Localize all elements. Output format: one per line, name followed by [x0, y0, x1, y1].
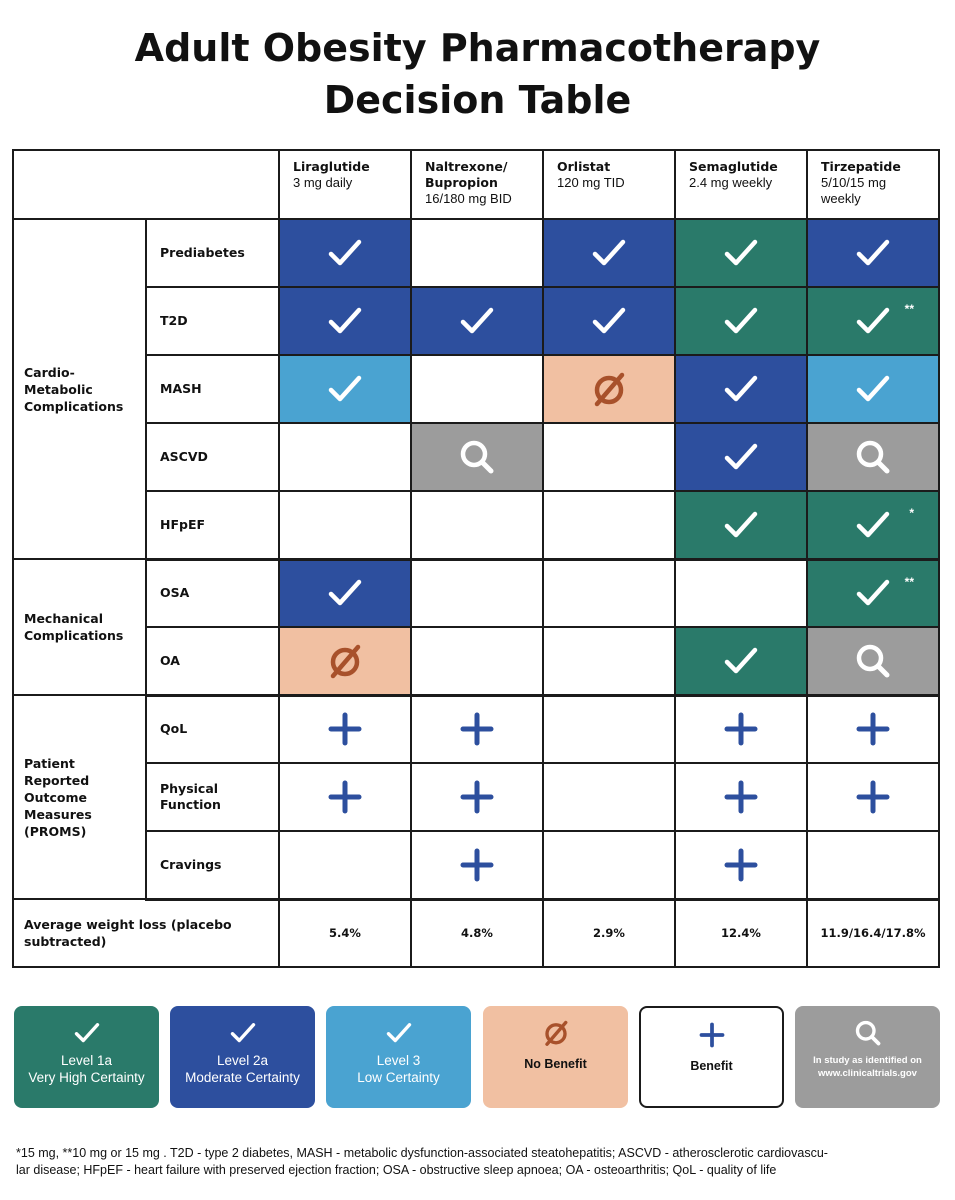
magnifier-icon	[853, 437, 893, 477]
legend-text	[641, 1058, 782, 1075]
table-row	[13, 423, 939, 491]
legend-line-1: Level 1a	[60, 1053, 113, 1068]
weight-loss-value: 11.9/16.4/17.8%	[807, 899, 939, 967]
rating-cell-level1a	[675, 287, 807, 355]
footnote-line-1: *15 mg, **10 mg or 15 mg . T2D - type 2 diabetes, MASH - metabolic dysfunction-associated steatohepatitis; ASCVD - atherosclerotic cardiovascu-	[16, 1146, 828, 1160]
table-row	[13, 559, 939, 627]
legend-item-level3	[326, 1006, 471, 1108]
rating-cell-empty	[411, 355, 543, 423]
null-icon	[325, 641, 365, 681]
drug-dose: 5/10/15 mg weekly	[821, 175, 887, 206]
row-label: OA	[146, 627, 279, 695]
check-icon	[721, 301, 761, 341]
rating-cell-benefit	[279, 763, 411, 831]
check-icon	[589, 301, 629, 341]
decision-table	[12, 149, 940, 968]
drug-dose: 120 mg TID	[557, 175, 625, 190]
footnote	[16, 1145, 941, 1179]
rating-cell-level1a	[807, 287, 939, 355]
rating-cell-empty	[411, 559, 543, 627]
header-row	[13, 150, 939, 219]
legend-line-2: Low Certainty	[357, 1070, 440, 1085]
null-icon	[541, 1018, 571, 1048]
rating-cell-level2a	[279, 287, 411, 355]
table-row	[13, 287, 939, 355]
check-icon	[457, 301, 497, 341]
rating-cell-empty	[279, 423, 411, 491]
rating-cell-level1a	[675, 627, 807, 695]
legend-text	[483, 1056, 628, 1073]
rating-cell-benefit	[411, 763, 543, 831]
page-title	[0, 22, 955, 126]
rating-cell-benefit	[675, 695, 807, 763]
group-label: Cardio- Metabolic Complications	[13, 219, 146, 559]
dose-note-marker: *	[909, 506, 914, 520]
weight-loss-value: 4.8%	[411, 899, 543, 967]
table-row	[13, 219, 939, 287]
magnifier-icon	[853, 641, 893, 681]
row-label: HFpEF	[146, 491, 279, 559]
rating-cell-level1a	[807, 491, 939, 559]
check-icon	[325, 573, 365, 613]
rating-cell-empty	[543, 559, 675, 627]
check-icon	[853, 233, 893, 273]
drug-dose: 2.4 mg weekly	[689, 175, 773, 190]
drug-dose: 16/180 mg BID	[425, 191, 512, 206]
rating-cell-empty	[675, 559, 807, 627]
weight-loss-label: Average weight loss (placebo subtracted)	[13, 899, 279, 967]
header-blank-cell	[13, 150, 279, 219]
check-icon	[853, 505, 893, 545]
check-icon	[853, 369, 893, 409]
legend-line-2: Very High Certainty	[28, 1070, 145, 1085]
rating-cell-empty	[411, 219, 543, 287]
check-icon	[72, 1018, 102, 1048]
title-line-1: Adult Obesity Pharmacotherapy	[134, 26, 821, 70]
dose-note-marker: **	[904, 574, 914, 589]
weight-loss-value: 2.9%	[543, 899, 675, 967]
rating-cell-in_study	[411, 423, 543, 491]
rating-cell-empty	[279, 831, 411, 899]
dose-note-marker: **	[904, 302, 914, 316]
table-row	[13, 627, 939, 695]
rating-cell-level2a	[543, 287, 675, 355]
rating-cell-empty	[807, 831, 939, 899]
rating-cell-empty	[411, 491, 543, 559]
legend-line-1: Level 3	[376, 1053, 421, 1068]
check-icon	[721, 233, 761, 273]
legend-text	[170, 1052, 315, 1086]
check-icon	[853, 301, 893, 341]
plus-icon	[721, 845, 761, 885]
rating-cell-level3	[807, 355, 939, 423]
row-label: MASH	[146, 355, 279, 423]
plus-icon	[853, 709, 893, 749]
row-label: Physical Function	[146, 763, 279, 831]
check-icon	[325, 301, 365, 341]
rating-cell-level2a	[675, 423, 807, 491]
row-label: OSA	[146, 559, 279, 627]
check-icon	[384, 1018, 414, 1048]
rating-cell-empty	[411, 627, 543, 695]
rating-cell-level2a	[279, 219, 411, 287]
plus-icon	[697, 1020, 727, 1050]
rating-cell-no_benefit	[543, 355, 675, 423]
check-icon	[589, 233, 629, 273]
drug-name: Naltrexone/ Bupropion	[425, 159, 508, 190]
rating-cell-benefit	[675, 831, 807, 899]
plus-icon	[721, 777, 761, 817]
legend-text	[14, 1052, 159, 1086]
rating-cell-level1a	[675, 491, 807, 559]
rating-cell-level2a	[807, 219, 939, 287]
rating-cell-empty	[543, 423, 675, 491]
check-icon	[853, 573, 893, 613]
table-row	[13, 695, 939, 763]
legend-text	[795, 1054, 940, 1080]
legend-item-in_study	[795, 1006, 940, 1108]
legend-text	[326, 1052, 471, 1086]
footnote-line-2: lar disease; HFpEF - heart failure with preserved ejection fraction; OSA - obstructive sleep apnoea; OA - osteoarthritis; QoL - quality of life	[16, 1163, 777, 1177]
check-icon	[325, 233, 365, 273]
rating-cell-empty	[543, 763, 675, 831]
drug-dose: 3 mg daily	[293, 175, 353, 190]
row-label: T2D	[146, 287, 279, 355]
rating-cell-empty	[543, 491, 675, 559]
rating-cell-level3	[279, 355, 411, 423]
check-icon	[721, 437, 761, 477]
rating-cell-level1a	[675, 219, 807, 287]
check-icon	[721, 369, 761, 409]
plus-icon	[325, 709, 365, 749]
row-label: Prediabetes	[146, 219, 279, 287]
check-icon	[228, 1018, 258, 1048]
rating-cell-benefit	[807, 763, 939, 831]
weight-loss-value: 12.4%	[675, 899, 807, 967]
rating-cell-empty	[279, 491, 411, 559]
rating-cell-empty	[543, 627, 675, 695]
legend-line-2: Moderate Certainty	[185, 1070, 300, 1085]
plus-icon	[457, 709, 497, 749]
magnifier-icon	[457, 437, 497, 477]
drug-header	[411, 150, 543, 219]
drug-name: Orlistat	[557, 159, 611, 174]
drug-header	[279, 150, 411, 219]
weight-loss-value: 5.4%	[279, 899, 411, 967]
magnifier-icon	[853, 1018, 883, 1048]
rating-cell-empty	[543, 831, 675, 899]
plus-icon	[457, 845, 497, 885]
drug-header	[675, 150, 807, 219]
legend-item-no_benefit	[483, 1006, 628, 1108]
rating-cell-benefit	[411, 831, 543, 899]
rating-cell-level2a	[675, 355, 807, 423]
rating-cell-benefit	[807, 695, 939, 763]
weight-loss-row	[13, 899, 939, 967]
rating-cell-no_benefit	[279, 627, 411, 695]
rating-cell-in_study	[807, 423, 939, 491]
legend-item-benefit	[639, 1006, 784, 1108]
rating-cell-in_study	[807, 627, 939, 695]
table-row	[13, 831, 939, 899]
rating-cell-level2a	[543, 219, 675, 287]
check-icon	[325, 369, 365, 409]
table-row	[13, 763, 939, 831]
rating-cell-level2a	[279, 559, 411, 627]
check-icon	[721, 505, 761, 545]
legend-line-1: Benefit	[690, 1059, 733, 1073]
null-icon	[589, 369, 629, 409]
legend-line-1: No Benefit	[524, 1057, 587, 1071]
legend-line-2: www.clinicaltrials.gov	[818, 1068, 917, 1079]
plus-icon	[457, 777, 497, 817]
rating-cell-benefit	[411, 695, 543, 763]
row-label: QoL	[146, 695, 279, 763]
row-label: ASCVD	[146, 423, 279, 491]
drug-name: Liraglutide	[293, 159, 370, 174]
rating-cell-level1a	[807, 559, 939, 627]
plus-icon	[853, 777, 893, 817]
drug-header	[543, 150, 675, 219]
drug-name: Tirzepatide	[821, 159, 901, 174]
legend-item-level2a	[170, 1006, 315, 1108]
table-row	[13, 355, 939, 423]
legend-line-1: In study as identified on	[813, 1055, 922, 1066]
group-label: Mechanical Complications	[13, 559, 146, 695]
table-row	[13, 491, 939, 559]
drug-header	[807, 150, 939, 219]
group-label: Patient Reported Outcome Measures (PROMS)	[13, 695, 146, 899]
plus-icon	[721, 709, 761, 749]
legend-item-level1a	[14, 1006, 159, 1108]
rating-cell-level2a	[411, 287, 543, 355]
title-line-2: Decision Table	[323, 78, 632, 122]
plus-icon	[325, 777, 365, 817]
rating-cell-benefit	[675, 763, 807, 831]
rating-cell-empty	[543, 695, 675, 763]
rating-cell-benefit	[279, 695, 411, 763]
legend-line-1: Level 2a	[216, 1053, 269, 1068]
row-label: Cravings	[146, 831, 279, 899]
drug-name: Semaglutide	[689, 159, 778, 174]
check-icon	[721, 641, 761, 681]
